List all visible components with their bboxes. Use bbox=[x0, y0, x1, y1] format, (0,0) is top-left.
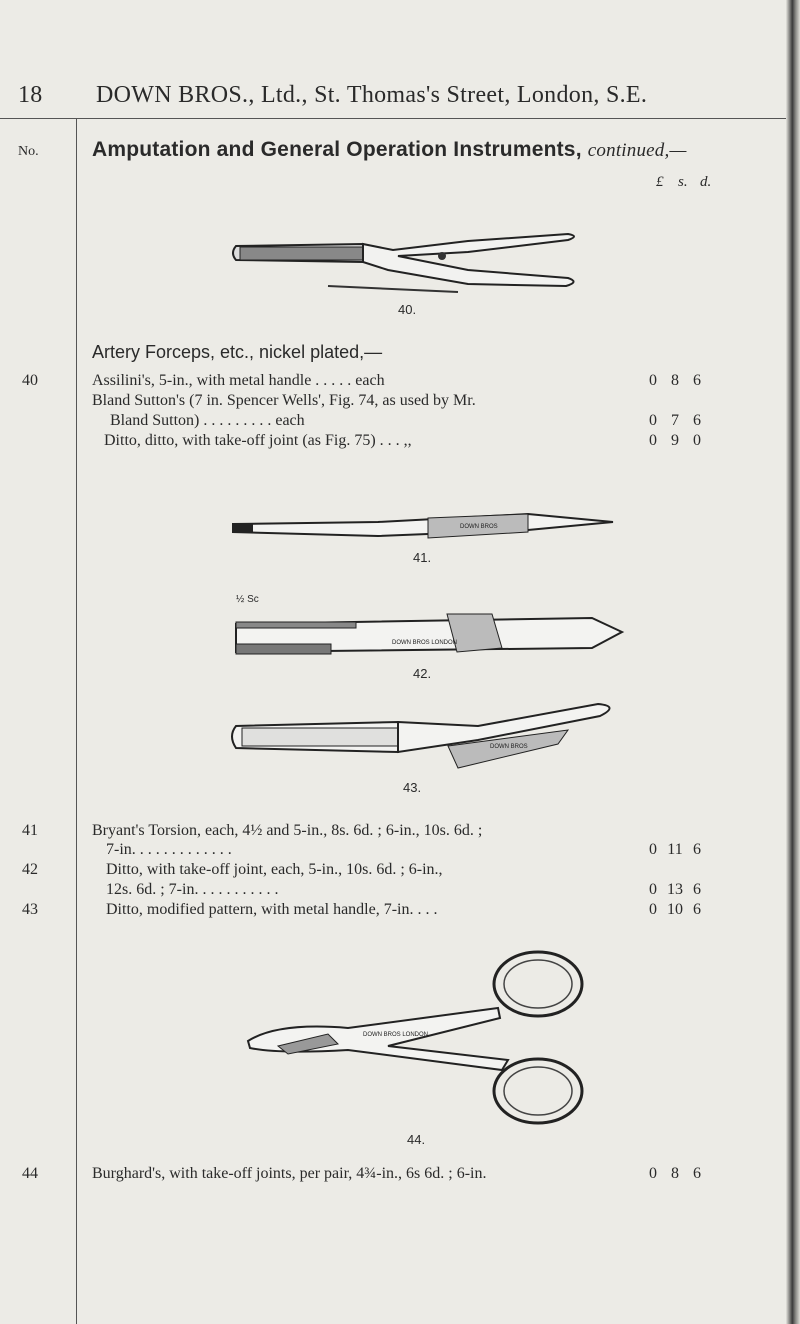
price-row-6 bbox=[642, 901, 708, 919]
item-number-44: 44 bbox=[22, 1165, 38, 1182]
pence-heading: d. bbox=[700, 174, 712, 190]
price-pounds: 0 bbox=[649, 432, 657, 449]
section-continued: continued,— bbox=[587, 140, 687, 161]
price-row-3 bbox=[642, 432, 708, 450]
header-rule bbox=[0, 118, 786, 119]
price-pounds: 0 bbox=[649, 1165, 657, 1182]
figure-40-forceps-illustration bbox=[228, 226, 588, 298]
figure-44-burghard-forceps-illustration bbox=[238, 946, 598, 1126]
figure-44-caption: 44. bbox=[407, 1132, 426, 1147]
price-shillings: 7 bbox=[671, 412, 679, 429]
page-number: 18 bbox=[18, 82, 43, 108]
price-pounds: 0 bbox=[649, 372, 657, 389]
item-41-line-1: Bryant's Torsion, each, 4½ and 5-in., 8s. 6d. ; 6-in., 10s. 6d. ; bbox=[92, 822, 483, 839]
figure-42-torsion-forceps-take-off-illustration bbox=[232, 608, 632, 664]
number-column-heading: No. bbox=[18, 144, 39, 159]
item-number-43: 43 bbox=[22, 901, 38, 918]
item-40-line-3: Bland Sutton) . . . . . . . . . each bbox=[110, 412, 305, 429]
price-row-2 bbox=[642, 412, 708, 430]
section-title-text: Amputation and General Operation Instruments, bbox=[92, 138, 582, 161]
artery-forceps-heading: Artery Forceps, etc., nickel plated,— bbox=[92, 342, 383, 362]
price-pence: 6 bbox=[693, 372, 701, 389]
figure-40-caption: 40. bbox=[398, 302, 417, 317]
price-pounds: 0 bbox=[649, 841, 657, 858]
price-pence: 6 bbox=[693, 881, 701, 898]
figure-42-scale-mark: ½ Sc bbox=[236, 594, 259, 605]
figure-43-modified-forceps-illustration bbox=[228, 696, 628, 778]
item-40-line-4: Ditto, ditto, with take-off joint (as Fig. 75) . . . ,, bbox=[104, 432, 412, 449]
price-row-5 bbox=[642, 881, 708, 899]
item-42-line-2: 12s. 6d. ; 7-in. . . . . . . . . . . bbox=[106, 881, 279, 898]
price-pence: 6 bbox=[693, 901, 701, 918]
figure-41-caption: 41. bbox=[413, 550, 432, 565]
figure-42-stamp: DOWN BROS LONDON bbox=[392, 640, 458, 646]
firm-name: DOWN BROS., Ltd., St. Thomas's Street, London, S.E. bbox=[96, 82, 648, 108]
price-shillings: 9 bbox=[671, 432, 679, 449]
price-shillings: 8 bbox=[671, 1165, 679, 1182]
item-44-line-1: Burghard's, with take-off joints, per pair, 4¾-in., 6s 6d. ; 6-in. bbox=[92, 1165, 487, 1182]
price-row-1 bbox=[642, 372, 708, 390]
item-42-line-1: Ditto, with take-off joint, each, 5-in., 10s. 6d. ; 6-in., bbox=[106, 861, 443, 878]
figure-41-torsion-forceps-illustration bbox=[228, 508, 618, 548]
shillings-heading: s. bbox=[678, 174, 688, 190]
item-number-41: 41 bbox=[22, 822, 38, 839]
item-40-line-2: Bland Sutton's (7 in. Spencer Wells', Fig. 74, as used by Mr. bbox=[92, 392, 476, 409]
column-rule bbox=[76, 118, 77, 1324]
price-pence: 0 bbox=[693, 432, 701, 449]
price-shillings: 10 bbox=[667, 901, 683, 918]
figure-43-stamp: DOWN BROS bbox=[490, 744, 528, 750]
figure-41-stamp: DOWN BROS bbox=[460, 524, 498, 530]
page-header bbox=[18, 82, 647, 109]
figure-43-caption: 43. bbox=[403, 780, 422, 795]
price-shillings: 8 bbox=[671, 372, 679, 389]
price-pence: 6 bbox=[693, 841, 701, 858]
item-number-42: 42 bbox=[22, 861, 38, 878]
section-title bbox=[92, 138, 687, 162]
item-41-line-2: 7-in. . . . . . . . . . . . . bbox=[106, 841, 232, 858]
currency-headings bbox=[656, 174, 722, 191]
price-row-4 bbox=[642, 841, 708, 859]
price-pence: 6 bbox=[693, 412, 701, 429]
item-number-40: 40 bbox=[22, 372, 38, 389]
pounds-heading: £ bbox=[656, 174, 664, 190]
figure-42-caption: 42. bbox=[413, 666, 432, 681]
price-pounds: 0 bbox=[649, 901, 657, 918]
price-shillings: 11 bbox=[667, 841, 683, 858]
price-shillings: 13 bbox=[667, 881, 683, 898]
price-pounds: 0 bbox=[649, 881, 657, 898]
figure-44-stamp: DOWN BROS LONDON bbox=[363, 1032, 429, 1038]
item-43-line-1: Ditto, modified pattern, with metal handle, 7-in. . . . bbox=[106, 901, 438, 918]
page-binding-edge bbox=[786, 0, 800, 1324]
price-row-7 bbox=[642, 1165, 708, 1183]
price-pounds: 0 bbox=[649, 412, 657, 429]
price-pence: 6 bbox=[693, 1165, 701, 1182]
item-40-line-1: Assilini's, 5-in., with metal handle . . . . . each bbox=[92, 372, 385, 389]
